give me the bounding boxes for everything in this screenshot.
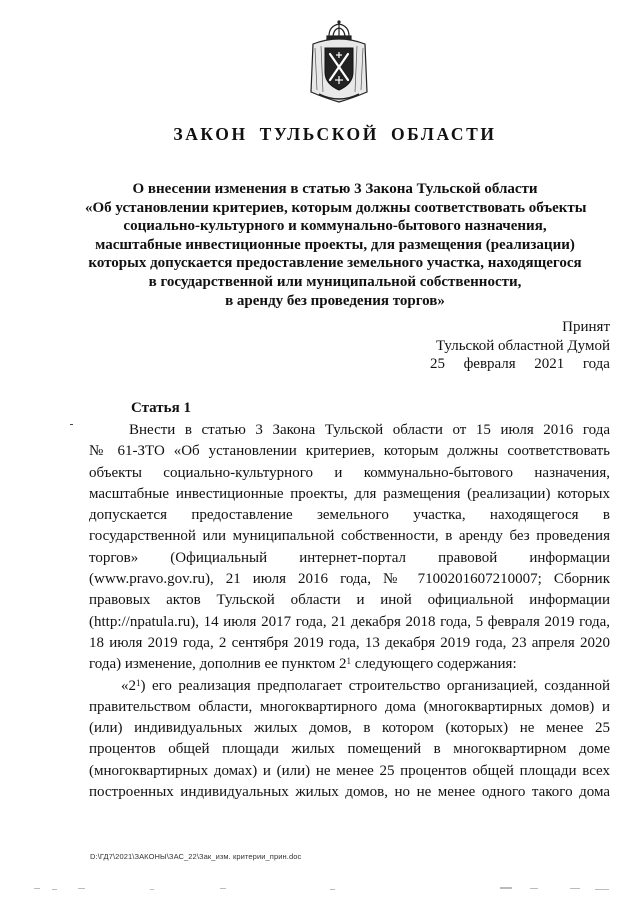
scan-noise	[30, 886, 620, 892]
body-text-run: года) изменение, дополнив ее пунктом 2	[89, 656, 347, 673]
subject-line: в государственной или муниципальной собственности,	[148, 273, 522, 290]
body-line: Внести в статью 3 Закона Тульской области от 15 июля 2016 года	[129, 422, 610, 438]
adoption-label: Принят	[562, 319, 610, 335]
subject-line: масштабные инвестиционные проекты, для размещения (реализации)	[95, 236, 575, 253]
adoption-day: 25	[430, 356, 445, 372]
body-line: торгов» (Официальный интернет-портал правовой информации	[89, 549, 610, 566]
subject-line: О внесении изменения в статью 3 Закона Тульской области	[132, 181, 538, 197]
body-line	[89, 676, 610, 697]
body-line: правовых актов Тульской области и иной официальной информации	[89, 592, 610, 609]
adoption-year-word: года	[582, 356, 610, 372]
footer-file-path: D:\ГД7\2021\ЗАКОНЫ\ЗАС_22\Зак_изм. критерии_прин.doc	[90, 852, 302, 861]
article-body	[89, 420, 610, 803]
article-heading: Статья 1	[131, 400, 191, 416]
body-line: (или) индивидуальных жилых домов, в котором (которых) не менее 25	[89, 720, 610, 737]
body-line: (многоквартирных домах) и (или) не менее 25 процентов общей площади всех	[89, 762, 610, 779]
body-line: государственной или муниципальной собственности, в аренду без проведения	[89, 528, 610, 545]
body-text-run: следующего содержания:	[351, 656, 517, 673]
body-line: (http://npatula.ru), 14 июля 2017 года, 21 декабря 2018 года, 5 февраля 2019 года,	[89, 613, 610, 630]
adoption-body: Тульской областной Думой	[435, 337, 610, 354]
adoption-block	[430, 318, 610, 374]
law-title: ЗАКОН ТУЛЬСКОЙ ОБЛАСТИ	[173, 124, 497, 144]
tula-coat-of-arms-icon	[307, 20, 371, 104]
subject-line: «Об установлении критериев, которым должны соответствовать объекты	[85, 199, 587, 216]
superscript: 1	[136, 677, 141, 688]
body-line: 18 июля 2019 года, 2 сентября 2019 года, 13 декабря 2019 года, 23 апреля 2020	[89, 634, 610, 651]
body-line	[89, 654, 610, 675]
subject-line: социально-культурного и коммунально-бытового назначения,	[123, 218, 547, 235]
body-line: (www.pravo.gov.ru), 21 июля 2016 года, № 7100201607210007; Сборник	[89, 571, 610, 588]
body-text-run: ) его реализация предполагает строительство организацией, созданной	[140, 677, 610, 694]
body-line: процентов общей площади жилых помещений в многоквартирном доме	[89, 741, 610, 758]
adoption-month: февраля	[463, 356, 516, 372]
body-line: правительством области, многоквартирного дома (многоквартирных домов) и	[89, 698, 610, 715]
body-line: масштабные инвестиционные проекты, для размещения (реализации) которых	[89, 485, 610, 502]
subject-line: которых допускается предоставление земельного участка, находящегося	[88, 255, 582, 272]
law-subject	[85, 180, 585, 310]
subject-line: в аренду без проведения торгов»	[225, 292, 445, 309]
body-line: допускается предоставление земельного участка, находящегося в	[89, 507, 610, 524]
body-line: построенных индивидуальных жилых домов, но не менее одного такого дома	[89, 784, 610, 801]
adoption-date	[430, 355, 610, 374]
superscript: 1	[346, 656, 352, 667]
body-text-run: «2	[121, 677, 136, 694]
adoption-year: 2021	[534, 356, 565, 372]
margin-mark	[70, 424, 73, 425]
body-line: объекты социально-культурного и коммунально-бытового назначения,	[89, 464, 610, 481]
body-line: № 61-ЗТО «Об установлении критериев, которым должны соответствовать	[89, 443, 610, 460]
